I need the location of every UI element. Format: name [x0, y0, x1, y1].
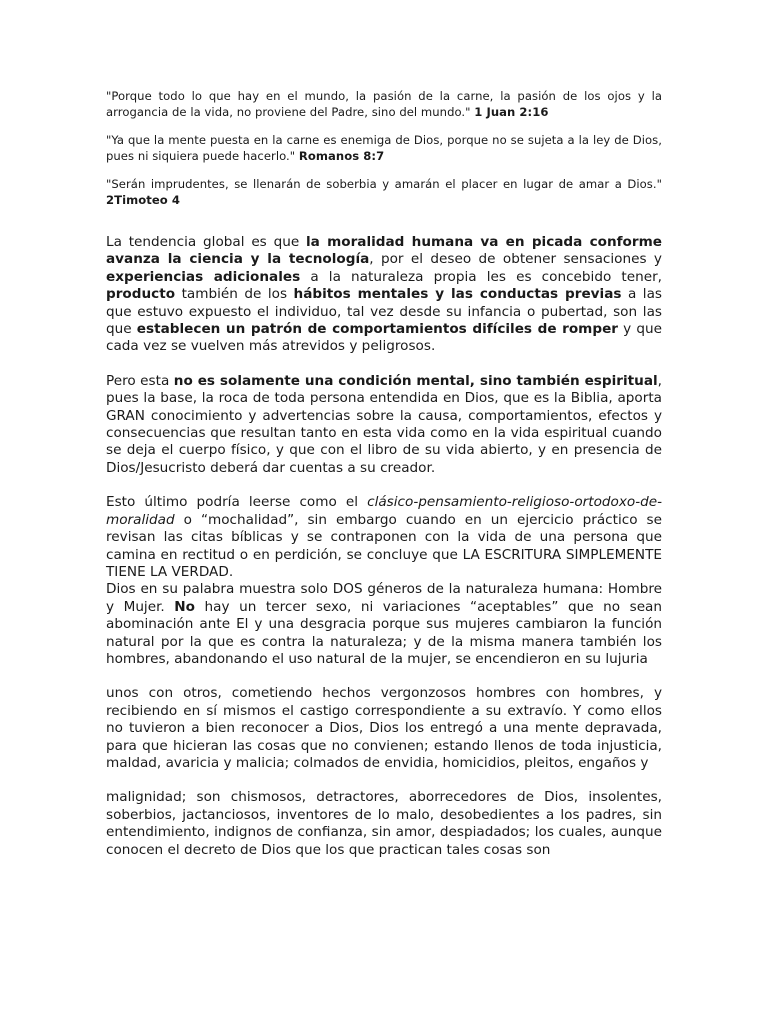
quote-reference: Romanos 8:7: [298, 149, 385, 163]
paragraph-text: o “mochalidad”, sin embargo cuando en un ejercicio práctico se revisan las citas bíblicas y se contraponen con la vida de una persona que camina en rectitud o en perdición, se concluye que LA ESCRITURA SIMPLEMENTE TIENE LA VERDAD.: [106, 511, 662, 580]
paragraph-text: Pero esta: [106, 372, 174, 389]
body-paragraph: [106, 234, 662, 356]
quote-text: "Porque todo lo que hay en el mundo, la pasión de la carne, la pasión de los ojos y la arrogancia de la vida, no proviene del Padre, sino del mundo.": [106, 89, 662, 119]
paragraph-text: unos con otros, cometiendo hechos vergonzosos hombres con hombres, y recibiendo en sí mismos el castigo correspondiente a su extravío. Y como ellos no tuvieron a bien reconocer a Dios, Dios los entregó a una mente depravada, para que hicieran las cosas que no convienen; estando llenos de toda injusticia, maldad, avaricia y malicia; colmados de envidia, homicidios, pleitos, engaños y: [106, 685, 662, 771]
paragraph-text: , pues la base, la roca de toda persona entendida en Dios, que es la Biblia, aporta GRAN conocimiento y advertencias sobre la causa, comportamientos, efectos y consecuencias que resultan tanto en esta vida como en la vida espiritual cuando se deja el cuerpo físico, y que con el libro de su vida abierto, y en presencia de Dios/Jesucristo deberá dar cuentas a su creador.: [106, 372, 662, 476]
paragraph-text: Dios en su palabra muestra solo DOS géneros de la naturaleza humana: Hombre y Mujer.: [106, 581, 662, 615]
bible-quote: [106, 132, 662, 164]
body-paragraph: [106, 789, 662, 859]
paragraph-text: La tendencia global es que: [106, 234, 307, 250]
bible-quote: [106, 176, 662, 208]
paragraph-text: y que cada vez se vuelven más atrevidos y peligrosos.: [106, 321, 663, 355]
quote-reference: 1 Juan 2:16: [474, 105, 549, 119]
paragraph-text: , por el deseo de obtener sensaciones y: [369, 251, 662, 268]
paragraph-text: malignidad; son chismosos, detractores, aborrecedores de Dios, insolentes, soberbios, jactanciosos, inventores de lo malo, desobedientes a los padres, sin entendimiento, indignos de confianza, sin amor, despiadados; los cuales, aunque conocen el decreto de Dios que los que practican tales cosas son: [106, 789, 662, 858]
bold-text: establecen un patrón de comportamientos difíciles de romper: [136, 321, 618, 338]
body-paragraph: [106, 581, 662, 668]
body-paragraph: [106, 685, 662, 772]
paragraph-text: a las que estuvo expuesto el individuo, tal vez desde su infancia o pubertad, son las que: [106, 286, 662, 338]
quote-text: "Serán imprudentes, se llenarán de soberbia y amarán el placer en lugar de amar a Dios.": [106, 177, 662, 191]
body-paragraph: [106, 373, 662, 477]
body-paragraph: [106, 494, 662, 581]
bold-text: experiencias adicionales: [106, 268, 301, 285]
paragraph-text: también de los: [175, 286, 294, 303]
paragraph-text: hay un tercer sexo, ni variaciones “aceptables” que no sean abominación ante El y una desgracia porque sus mujeres cambiaron la función natural por la que es contra la naturaleza; y de la misma manera también los hombres, abandonando el uso natural de la mujer, se encendieron en su lujuria: [106, 598, 662, 667]
quote-reference: 2Timoteo 4: [106, 193, 180, 207]
paragraph-text: Esto último podría leerse como el: [106, 494, 368, 511]
bible-quote: [106, 88, 662, 120]
document-page: [106, 88, 662, 876]
paragraph-text: a la naturaleza propia les es concebido tener,: [300, 268, 662, 285]
bold-text: producto: [106, 286, 176, 303]
bold-text: hábitos mentales y las conductas previas: [293, 286, 622, 303]
bold-text: no es solamente una condición mental, sino también espiritual: [173, 372, 658, 389]
italic-text: clásico-pensamiento-religioso-ortodoxo-de-moralidad: [106, 494, 662, 528]
bold-text: No: [174, 598, 196, 615]
bold-text: la moralidad humana va en picada conforme avanza la ciencia y la tecnología: [106, 234, 662, 268]
quote-text: "Ya que la mente puesta en la carne es enemiga de Dios, porque no se sujeta a la ley de Dios, pues ni siquiera puede hacerlo.": [106, 133, 662, 163]
